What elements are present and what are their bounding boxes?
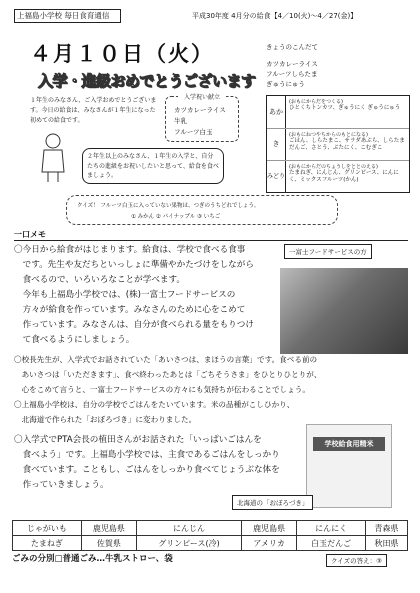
produce-origin-table — [12, 520, 408, 551]
produce-cell: たまねぎ — [13, 536, 82, 551]
food-group-row — [267, 161, 409, 192]
memo-line: て食べるようにしましょう。 — [14, 335, 135, 345]
food-group-foods: ひとくちトンカツ、ぎゅうにく ぎゅうにゅう — [289, 105, 401, 111]
table-row — [13, 521, 408, 536]
children-illustration — [38, 132, 68, 184]
issue-label: 平成30年度 4月分の給食【4／10(火)～4／27(金)】 — [192, 12, 358, 20]
banner-text: 入学・進級おめでとうございます — [38, 72, 256, 90]
memo-line: 〇上福島小学校は、自分の学校でごはんをたいています。米の品種がこしひかり、 — [14, 400, 295, 409]
produce-cell: にんじん — [137, 521, 242, 536]
memo-label: 一口メモ — [14, 230, 46, 239]
food-group-key: あか — [267, 96, 286, 128]
menu-item: ぎゅうにゅう — [266, 80, 305, 88]
origin-cell: アメリカ — [241, 536, 296, 551]
origin-cell: 鹿児島県 — [81, 521, 136, 536]
food-group-key: みどり — [267, 161, 286, 192]
origin-cell: 佐賀県 — [81, 536, 136, 551]
memo-line: 作っていきましょう。 — [14, 480, 109, 490]
memo-line: 方々が給食を作っています。みなさんのために心をこめて — [14, 305, 246, 315]
produce-cell: グリンピース(冷) — [137, 536, 242, 551]
quiz-box — [66, 195, 338, 225]
food-group-desc: (おもにねつやちからのもとになる) — [289, 132, 368, 138]
quiz-choices: ① みかん ② パイナップル ③ いちご — [131, 214, 221, 220]
memo-line: です。先生や友だちといっしょに準備やかたづけをしながら — [14, 260, 254, 270]
origin-cell: 秋田県 — [366, 536, 408, 551]
menu-title: きょうのこんだて — [266, 43, 318, 51]
food-group-table — [266, 95, 410, 193]
food-group-key: き — [267, 129, 286, 160]
celebration-menu-box — [165, 96, 239, 142]
food-group-row — [267, 96, 409, 128]
cook-photo-caption: 一富士フードサービスの方 — [284, 244, 372, 259]
rice-bag-label: 学校給食用精米 — [313, 437, 385, 451]
memo-line: 食べるので、いろいろなことが学べます。 — [14, 275, 186, 285]
memo-line: 食べよう」です。上福島小学校では、主食であるごはんをしっかり — [14, 450, 280, 460]
greeting-other-grades — [82, 148, 224, 184]
food-group-desc: (おもにからだをつくる) — [289, 99, 343, 105]
celebration-menu-item: 牛乳 — [174, 117, 187, 125]
memo-line: 今年も上福島小学校では、(株)一富士フードサービスの — [14, 290, 236, 300]
celebration-menu-title: 入学祝い献立 — [178, 92, 226, 101]
school-title: 上福島小学校 毎日食育通信 — [17, 11, 110, 20]
greeting-first-grade: １年生のみなさん、ご入学おめでとうございます。今日の給食は、みなさんが１年生になった初めての給食です。 — [30, 97, 157, 124]
cook-photo — [280, 248, 408, 354]
food-group-foods: たまねぎ、にんじん、グリンピース、にんにく、ミックスフルーツ(かん) — [289, 170, 399, 183]
celebration-menu-item: フルーツ白玉 — [174, 128, 213, 136]
food-group-foods: ごはん、しらたまこ、サラダあぶら、しらたまだんご、さとう、ぶたにく、こむぎこ — [289, 138, 405, 151]
memo-line: 食べています。こともし、ごはんをしっかり食べてじょうぶな体を — [14, 465, 280, 475]
produce-cell: 白玉だんご — [297, 536, 366, 551]
origin-cell: 青森県 — [366, 521, 408, 536]
table-row — [13, 536, 408, 551]
menu-item: フルーツしらたま — [266, 70, 318, 78]
date-title: ４月１０日（火） — [30, 42, 214, 66]
quiz-answer: クイズの答え：③ — [326, 554, 387, 567]
memo-line: 〇入学式でPTA会長の植田さんがお話された「いっぱいごはんを — [14, 435, 262, 445]
menu-panel — [266, 42, 406, 88]
food-group-desc: (おもにからだのちょうしをととのえる) — [289, 164, 378, 170]
memo-line: 心をこめて言うと、一富士フードサービスの方々にも気持ちが伝わることでしょう。 — [14, 385, 310, 394]
memo-line: 北海道で作られた「おぼろづき」に変わりました。 — [14, 415, 197, 424]
produce-cell: じゃがいも — [13, 521, 82, 536]
origin-cell: 鹿児島県 — [241, 521, 296, 536]
produce-cell: にんにく — [297, 521, 366, 536]
memo-line: 〇今日から給食がはじまります。給食は、学校で食べる食事 — [14, 245, 246, 255]
food-group-row — [267, 129, 409, 160]
celebration-menu-item: カツカレーライス — [174, 106, 226, 114]
memo-line: あいさつは「いただきます」、食べ終わったあとは「ごちそうさま」をひとりひとりが、 — [14, 370, 322, 379]
rice-bag-photo — [306, 424, 392, 508]
rice-photo-caption: 北海道の「おぼろづき」 — [232, 495, 313, 510]
memo-rule — [14, 240, 408, 241]
menu-item: カツカレーライス — [266, 60, 318, 68]
children-icon — [38, 132, 68, 184]
memo-line: 〇校長先生が、入学式でお話されていた「あいさつは、まほうの言葉」です。食べる前の — [14, 355, 318, 364]
school-header — [14, 9, 121, 23]
memo-line: 作っています。みなさんは、自分が食べられる量をもりつけ — [14, 320, 254, 330]
quiz-question: クイズ！ フルーツ白玉に入っていない果物は、つぎのうちどれでしょう。 — [77, 203, 260, 209]
garbage-note: ごみの分別□普通ごみ…牛乳ストロー、袋 — [12, 554, 173, 564]
greeting-other-grades-text: ２年生以上のみなさん、１年生の入学と、自分たちの進級をお祝いしたいと思って、給食を食べましょう。 — [87, 153, 219, 179]
